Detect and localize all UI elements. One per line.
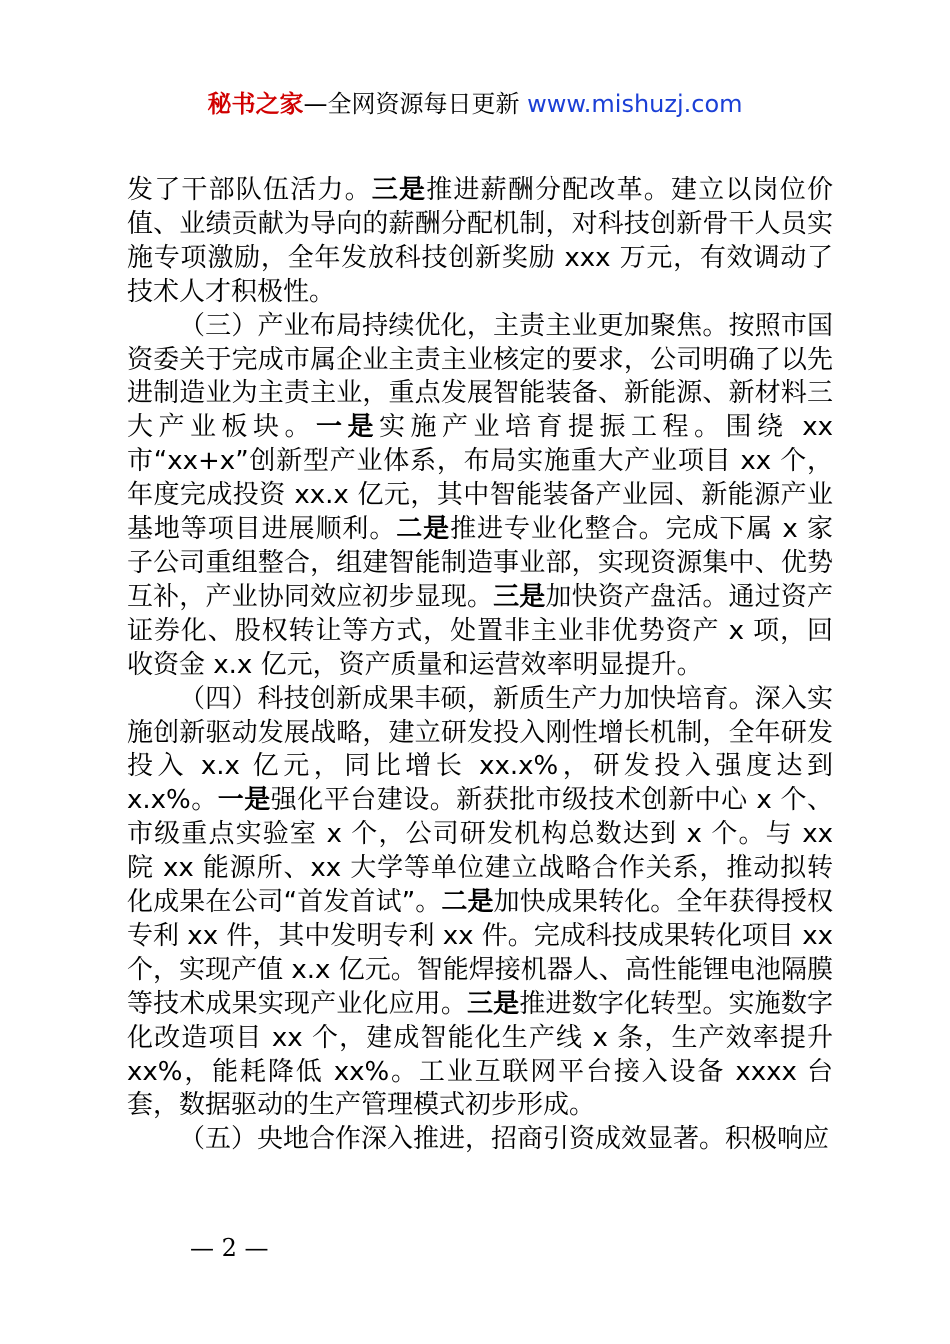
- paragraph: [127, 310, 833, 683]
- text-run: 强化平台建设。新获批市级技术创新中心 x 个、市级重点实验室 x 个，公司研发机构总数达到 x 个。与 xx 院 xx 能源所、xx 大学等单位建立战略合作关系，推动拟转化成果在公司“首发首试”。: [127, 785, 833, 918]
- header-brand: 秘书之家: [207, 90, 304, 118]
- bold-ordinal: 一是: [217, 785, 271, 816]
- text-run: 推进数字化转型。实施数字化改造项目 xx 个，建成智能化生产线 x 条，生产效率提升 xx%，能耗降低 xx%。工业互联网平台接入设备 xxxx 台套，数据驱动的生产管理模式初步形成。: [127, 988, 833, 1121]
- bold-ordinal: 三是: [493, 581, 546, 612]
- header-url-link[interactable]: www.mishuzj.com: [527, 90, 743, 118]
- text-run: 发了干部队伍活力。: [127, 175, 372, 205]
- document-body: [127, 174, 833, 1157]
- page-header: [0, 86, 950, 122]
- header-tagline: —全网资源每日更新: [303, 90, 528, 118]
- text-run: 加快成果转化。全年获得授权专利 xx 件，其中发明专利 xx 件。完成科技成果转化项目 xx 个，实现产值 x.x 亿元。智能焊接机器人、高性能锂电池隔膜等技术成果实现产业化应用。: [127, 887, 833, 1019]
- page-number: — 2 —: [190, 1234, 269, 1262]
- text-run: 加快资产盘活。通过资产证券化、股权转让等方式，处置非主业非优势资产 x 项，回收资金 x.x 亿元，资产质量和运营效率明显提升。: [127, 581, 833, 680]
- bold-ordinal: 二是: [396, 514, 451, 545]
- paragraph: [127, 1123, 833, 1157]
- bold-ordinal: 一是: [315, 412, 379, 443]
- text-run: 实施产业培育提振工程。围绕 xx 市“xx+x”创新型产业体系，布局实施重大产业项目 xx 个，年度完成投资 xx.x 亿元，其中智能装备产业园、新能源产业基地等项目进展顺利。: [127, 412, 833, 545]
- bold-ordinal: 三是: [466, 988, 520, 1019]
- text-run: 推进专业化整合。完成下属 x 家子公司重组整合，组建智能制造事业部，实现资源集中、优势互补，产业协同效应初步显现。: [127, 514, 833, 612]
- text-run: （四）科技创新成果丰硕，新质生产力加快培育。深入实施创新驱动发展战略，建立研发投入刚性增长机制，全年研发投入 x.x 亿元，同比增长 xx.x%，研发投入强度达到 x.x%。: [127, 683, 833, 816]
- text-run: （三）产业布局持续优化，主责主业更加聚焦。按照市国资委关于完成市属企业主责主业核定的要求，公司明确了以先进制造业为主责主业，重点发展智能装备、新能源、新材料三大产业板块。: [127, 310, 833, 443]
- text-run: （五）央地合作深入推进，招商引资成效显著。积极响应: [179, 1124, 830, 1155]
- paragraph: [127, 683, 833, 1124]
- bold-ordinal: 三是: [371, 175, 427, 205]
- text-run: 推进薪酬分配改革。建立以岗位价值、业绩贡献为导向的薪酬分配机制，对科技创新骨干人员实施专项激励，全年发放科技创新奖励 xxx 万元，有效调动了技术人才积极性。: [127, 175, 833, 307]
- paragraph: [127, 174, 833, 310]
- bold-ordinal: 二是: [441, 887, 494, 918]
